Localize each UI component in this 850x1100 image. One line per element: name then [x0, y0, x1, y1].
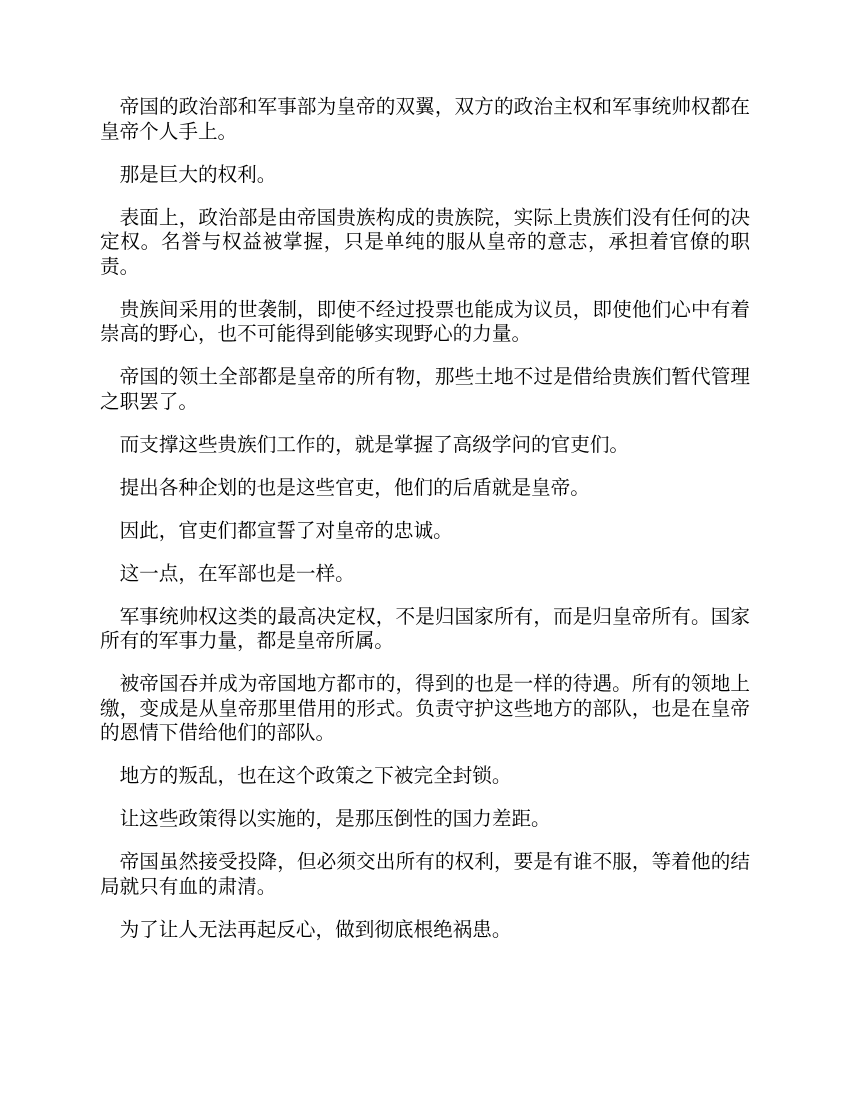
paragraph-5: 帝国的领土全部都是皇帝的所有物，那些土地不过是借给贵族们暂代管理之职罢了。: [100, 365, 750, 413]
paragraph-6: 而支撑这些贵族们工作的，就是掌握了高级学问的官吏们。: [119, 432, 630, 456]
paragraph-8: 因此，官吏们都宣誓了对皇帝的忠诚。: [119, 518, 453, 542]
paragraph-2: 那是巨大的权利。: [119, 162, 277, 186]
paragraph-7: 提出各种企划的也是这些官吏，他们的后盾就是皇帝。: [119, 475, 590, 499]
paragraph-13: 让这些政策得以实施的，是那压倒性的国力差距。: [119, 807, 551, 830]
paragraph-4: 贵族间采用的世袭制，即使不经过投票也能成为议员，即使他们心中有着崇高的野心，也不可能得到能够实现野心的力量。: [100, 297, 750, 345]
paragraph-12: 地方的叛乱，也在这个政策之下被完全封锁。: [119, 764, 512, 787]
paragraph-11: 被帝国吞并成为帝国地方都市的，得到的也是一样的待遇。所有的领地上缴，变成是从皇帝那里借用的形式。负责守护这些地方的部队，也是在皇帝的恩情下借给他们的部队。: [100, 672, 750, 744]
paragraph-1: 帝国的政治部和军事部为皇帝的双翼，双方的政治主权和军事统帅权都在皇帝个人手上。: [100, 95, 750, 143]
paragraph-9: 这一点，在军部也是一样。: [119, 561, 355, 585]
paragraph-15: 为了让人无法再起反心，做到彻底根绝祸患。: [119, 917, 512, 941]
document-body: [100, 95, 750, 961]
paragraph-14: 帝国虽然接受投降，但必须交出所有的权利，要是有谁不服，等着他的结局就只有血的肃清。: [100, 850, 750, 898]
paragraph-10: 军事统帅权这类的最高决定权，不是归国家所有，而是归皇帝所有。国家所有的军事力量，都是皇帝所属。: [100, 604, 750, 652]
paragraph-3: 表面上，政治部是由帝国贵族构成的贵族院，实际上贵族们没有任何的决定权。名誉与权益被掌握，只是单纯的服从皇帝的意志，承担着官僚的职责。: [100, 205, 750, 278]
